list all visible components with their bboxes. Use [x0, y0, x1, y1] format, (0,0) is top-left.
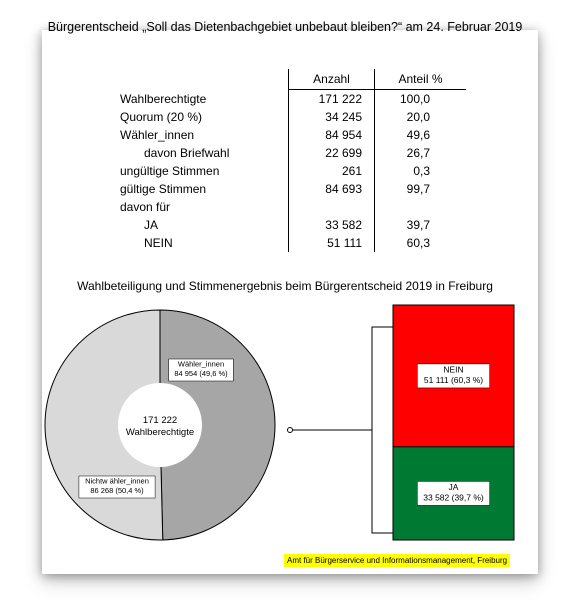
row-label: gültige Stimmen: [120, 181, 207, 196]
row-anzahl: 84 954: [289, 126, 375, 144]
row-label: Wähler_innen: [120, 127, 195, 142]
row-anteil: 20,0: [406, 109, 430, 124]
row-label: NEIN: [144, 235, 173, 250]
row-anteil: 49,6: [406, 127, 430, 142]
row-anzahl: 261: [289, 162, 375, 180]
row-anteil: 39,7: [406, 217, 430, 232]
source-note: Amt für Bürgerservice und Informationsmanagement, Freiburg: [284, 554, 510, 567]
pie-label-nonvoters: Nichtw ähler_innen: [85, 476, 149, 486]
connector-dot: [288, 428, 293, 433]
column-header-anzahl: Anzahl: [289, 69, 375, 90]
bar-label-nein: 51 111 (60,3 %): [423, 374, 484, 385]
pie-label-voters: Wähler_innen: [177, 359, 225, 369]
row-label: Wahlberechtigte: [120, 91, 207, 106]
row-anteil: 0,3: [413, 163, 430, 178]
donut-center-label: Wahlberechtigte: [125, 427, 195, 438]
bar-label-ja: JA: [448, 481, 459, 492]
row-label: JA: [144, 217, 159, 232]
row-anzahl: 171 222: [289, 90, 375, 108]
row-anteil: 60,3: [406, 235, 430, 250]
bracket-line: [372, 327, 393, 533]
bar-label-ja: 33 582 (39,7 %): [423, 492, 484, 503]
row-anteil: 99,7: [406, 181, 430, 196]
row-label: ungültige Stimmen: [120, 163, 220, 178]
donut-center-label: 171 222: [142, 415, 178, 426]
chart-title: Wahlbeteiligung und Stimmenergebnis beim Bürgerentscheid 2019 in Freiburg: [77, 279, 493, 293]
row-anteil: 26,7: [406, 145, 430, 160]
row-anzahl: 33 582: [289, 216, 375, 234]
row-anzahl: 84 693: [289, 180, 375, 198]
row-anteil: 100,0: [399, 91, 430, 106]
row-label: davon für: [120, 199, 171, 214]
bar-label-nein: NEIN: [443, 364, 464, 375]
column-header-anteil: Anteil %: [375, 69, 467, 90]
row-label: Quorum (20 %): [120, 109, 203, 124]
page-title: Bürgerentscheid „Soll das Dietenbachgebiet unbebaut bleiben?“ am 24. Februar 2019: [47, 20, 523, 34]
row-label: davon Briefwahl: [144, 145, 230, 160]
pie-label-voters: 84 954 (49,6 %): [174, 369, 228, 378]
row-anzahl: 34 245: [289, 108, 375, 126]
row-anzahl: 51 111: [289, 234, 375, 252]
row-anzahl: 22 699: [289, 144, 375, 162]
pie-label-nonvoters: 86 268 (50,4 %): [90, 486, 144, 495]
